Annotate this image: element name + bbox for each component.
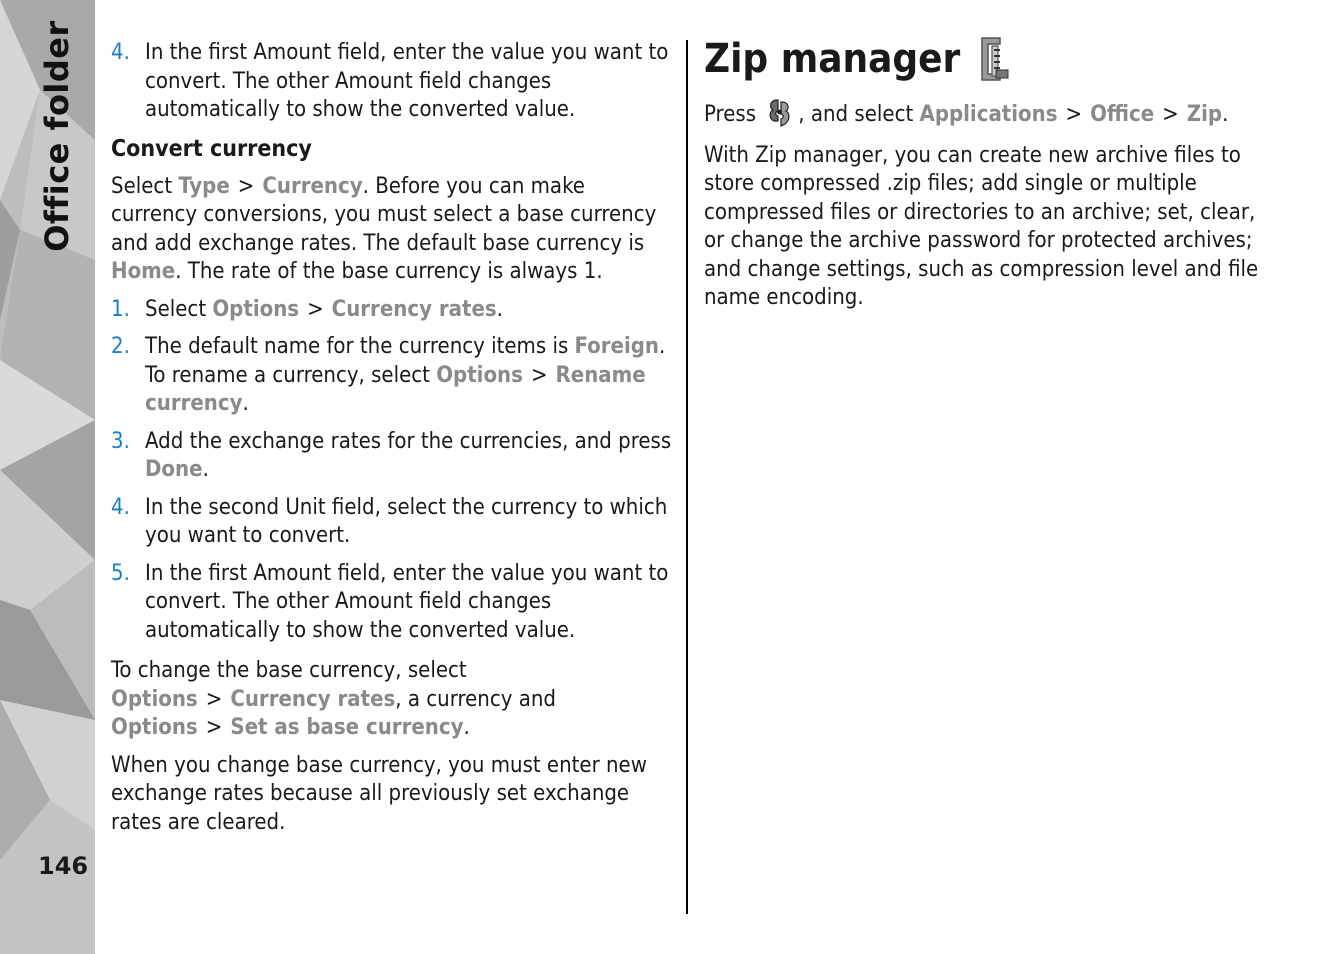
- list-item: 1. Select Options > Currency rates.: [111, 296, 677, 325]
- step-number: 4.: [111, 40, 130, 65]
- step-number: 4.: [111, 494, 130, 520]
- list-item: [111, 494, 677, 551]
- menu-keyword: Currency rates: [331, 296, 497, 322]
- page-number: 146: [38, 852, 89, 880]
- menu-key-icon: [766, 97, 794, 129]
- step-number: 2.: [111, 334, 130, 359]
- list-item: [111, 39, 677, 125]
- page-title: Zip manager: [704, 36, 961, 82]
- step-number: 5.: [111, 560, 130, 586]
- menu-keyword: Options: [111, 715, 198, 740]
- menu-keyword: Done: [145, 457, 203, 482]
- list-item: [111, 560, 677, 646]
- menu-keyword: Zip: [1186, 102, 1223, 127]
- list-item: 3. Add the exchange rates for the currencies, and press Done.: [111, 428, 672, 482]
- menu-keyword: Currency rates: [230, 686, 396, 712]
- paragraph: To change the base currency, select Options > Currency rates, a currency and Options > Set as base currency.: [111, 658, 556, 740]
- step-text: In the second Unit field, select the currency to which you want to convert.: [145, 494, 668, 548]
- section-title: Office folder: [38, 20, 76, 252]
- paragraph: Select Type > Currency. Before you can make currency conversions, you must select a base currency and add exchange rates. The default base currency is Home. The rate of the base currency is always 1.: [111, 173, 657, 284]
- paragraph: When you change base currency, you must enter new exchange rates because all previously set exchange rates are cleared.: [111, 752, 647, 835]
- menu-keyword: Applications: [919, 102, 1058, 127]
- paragraph: Press , and select Applications > Office > Zip.: [704, 97, 1276, 130]
- left-column: [111, 39, 677, 846]
- menu-keyword: Options: [111, 686, 198, 712]
- menu-keyword: Rename currency: [145, 362, 646, 416]
- menu-keyword: Currency: [262, 173, 363, 199]
- right-column: [704, 97, 1276, 322]
- page-title-row: [704, 34, 1012, 84]
- list-item: 2. The default name for the currency items is Foreign. To rename a currency, select Options > Rename currency.: [111, 334, 666, 416]
- menu-keyword: Foreign: [574, 334, 660, 359]
- menu-keyword: Options: [436, 362, 523, 388]
- menu-keyword: Set as base currency: [230, 715, 464, 740]
- paragraph: With Zip manager, you can create new archive files to store compressed .zip files; add single or multiple compressed files or directories to an archive; set, clear, or change the archive password for protected archives; and change settings, such as compression level and file name encoding.: [704, 142, 1259, 310]
- menu-keyword: Options: [212, 296, 300, 322]
- menu-keyword: Home: [111, 259, 176, 284]
- column-divider: [686, 40, 688, 914]
- step-number: 1.: [111, 296, 130, 322]
- menu-keyword: Office: [1090, 102, 1155, 127]
- zip-manager-icon: [974, 34, 1012, 84]
- menu-keyword: Type: [178, 173, 230, 199]
- sidebar: [0, 0, 95, 954]
- step-text: In the first Amount field, enter the value you want to convert. The other Amount field changes automatically to show the converted value.: [145, 560, 669, 643]
- step-number: 3.: [111, 428, 130, 454]
- section-heading: Convert currency: [111, 135, 312, 162]
- step-text: In the first Amount field, enter the value you want to convert. The other Amount field changes automatically to show the converted value.: [145, 40, 669, 122]
